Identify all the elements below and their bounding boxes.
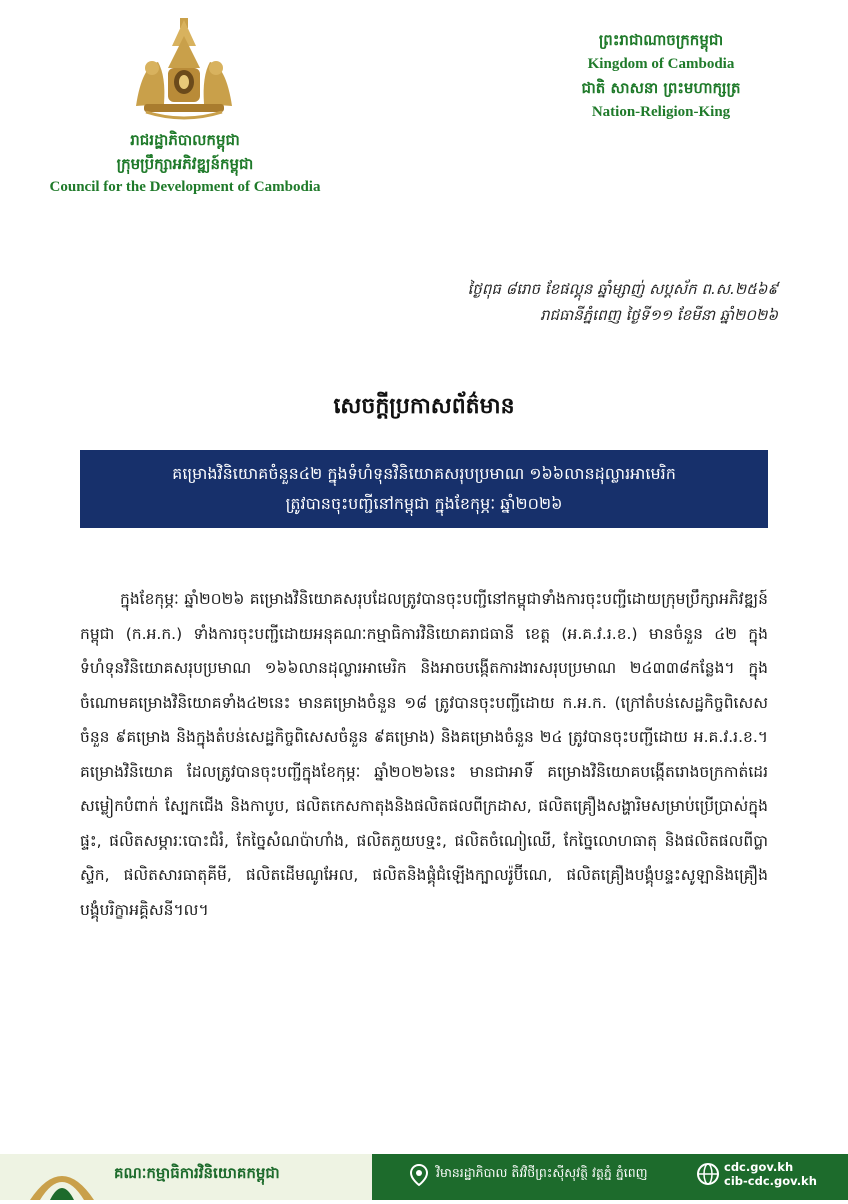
cdc-header	[20, 128, 350, 198]
globe-icon	[696, 1162, 720, 1186]
website-links	[724, 1160, 817, 1188]
headline-banner	[80, 450, 768, 528]
motto-en: Nation-Religion-King	[591, 104, 731, 120]
document-title: សេចក្តីប្រកាសព័ត៌មាន	[333, 394, 515, 419]
footer	[0, 1140, 848, 1200]
solar-date: រាជធានីភ្នំពេញ ថ្ងៃទី១១ ខែមីនា ឆ្នាំ២០២៦	[539, 306, 778, 324]
website-link-cdc[interactable]: cdc.gov.kh	[724, 1160, 794, 1174]
date-block	[468, 276, 778, 328]
government-name: រាជរដ្ឋាភិបាលកម្ពុជា	[130, 131, 240, 149]
headline-line-2: ត្រូវបានចុះបញ្ជីនៅកម្ពុជា ក្នុងខែកុម្ភៈ ឆ្នាំ២០២៦	[285, 494, 563, 513]
council-name-kh: ក្រុមប្រឹក្សាអភិវឌ្ឍន៍កម្ពុជា	[116, 155, 254, 173]
cdc-logo-icon	[26, 1158, 98, 1200]
body-paragraph: ក្នុងខែកុម្ភៈ ឆ្នាំ២០២៦ គម្រោងវិនិយោគសរុបដែលត្រូវបានចុះបញ្ជីនៅកម្ពុជាទាំងការចុះបញ្ជីដោយក្រុមប្រឹក្សាអភិវឌ្ឍន៍កម្ពុជា (ក.អ.ក.) ទាំងការចុះបញ្ជីដោយអនុគណៈកម្មាធិការវិនិយោគរាជធានី ខេត្ត (អ.គ.វ.រ.ខ.) មានចំនួន ៤២ ក្នុងទំហំទុនវិនិយោគសរុបប្រមាណ ១៦៦លានដុល្លារអាមេរិក និងអាចបង្កើតការងារសរុបប្រមាណ ២៤៣៣៨កន្លែង។ ក្នុងចំណោមគម្រោងវិនិយោគទាំង៤២នេះ មានគម្រោងចំនួន ១៨ ត្រូវបានចុះបញ្ជីដោយ ក.អ.ក. (ក្រៅតំបន់សេដ្ឋកិច្ចពិសេសចំនួន ៩គម្រោង និងក្នុងតំបន់សេដ្ឋកិច្ចពិសេសចំនួន ៩គម្រោង) និងគម្រោងចំនួន ២៤ ត្រូវបានចុះបញ្ជីដោយ អ.គ.វ.រ.ខ.។ គម្រោងវិនិយោគ ដែលត្រូវបានចុះបញ្ជីក្នុងខែកុម្ភៈ ឆ្នាំ២០២៦នេះ មានជាអាទិ៍ គម្រោងវិនិយោគបង្កើតរោងចក្រកាត់ដេរសម្លៀកបំពាក់ ស្បែកជើង និងកាបូប, ផលិតកេសកាតុងនិងផលិតផលពីក្រដាស, ផលិតគ្រឿងសង្ហារិមសម្រាប់ប្រើប្រាស់ក្នុងផ្ទះ, ផលិតសម្ភារៈបោះជំរំ, កែច្នៃសំណប៉ាហាំង, ផលិតភួយបទ្មះ, ផលិតចំណៀឈើ, កែច្នៃលោហធាតុ និងផលិតផលពីប្លាស្ទិក, ផលិតសារធាតុគីមី, ផលិតដើមណូអែល, ផលិតនិងផ្គុំជំឡើងក្បាលរ៉ូប៊ីណេ, ផលិតគ្រឿងបង្គុំបន្ទះសូឡានិងគ្រឿងបង្គុំបរិក្ខាអគ្គិសនី។ល។	[80, 590, 768, 919]
address-text: វិមានរដ្ឋាភិបាល តិវវិថីព្រះស៊ីសុវត្ថិ វត្តភ្នំ ភ្នំពេញ	[436, 1165, 648, 1180]
lunar-date: ថ្ងៃពុធ ៨រោច ខែផល្គុន ឆ្នាំម្សាញ់ សប្តស័ក ព.ស.២៥៦៩	[467, 280, 778, 298]
kingdom-name-en: Kingdom of Cambodia	[587, 56, 735, 72]
body-text	[80, 582, 768, 927]
royal-emblem-icon	[128, 16, 240, 120]
website-link-cib[interactable]: cib-cdc.gov.kh	[724, 1174, 817, 1188]
motto-kh: ជាតិ សាសនា ព្រះមហាក្សត្រ	[581, 79, 741, 97]
agency-name: គណៈកម្មាធិការវិនិយោគកម្ពុជា	[114, 1164, 280, 1182]
headline-line-1: គម្រោងវិនិយោគចំនួន៤២ ក្នុងទំហំទុនវិនិយោគសរុបប្រមាណ ១៦៦លានដុល្លារអាមេរិក	[172, 464, 676, 483]
kingdom-name-kh: ព្រះរាជាណាចក្រកម្ពុជា	[598, 31, 724, 49]
kingdom-header	[546, 28, 776, 124]
location-pin-icon	[410, 1164, 428, 1186]
council-name-en: Council for the Development of Cambodia	[49, 179, 321, 195]
